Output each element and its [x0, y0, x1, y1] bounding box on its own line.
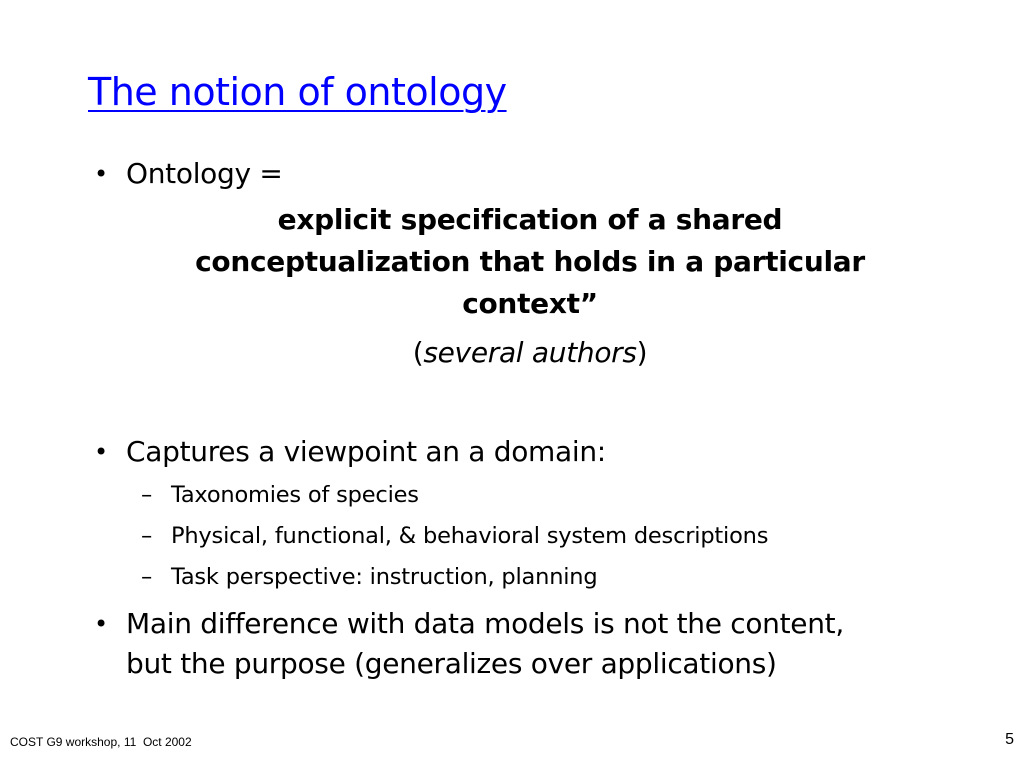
- bullet-text-line-2: but the purpose (generalizes over applications): [126, 647, 777, 680]
- bullet-ontology: [94, 154, 283, 194]
- bullet-text: Captures a viewpoint an a domain:: [126, 435, 606, 468]
- bullet-marker: •: [94, 160, 108, 188]
- subitem-taxonomies: [141, 480, 419, 510]
- definition-line-2: conceptualization that holds in a particular: [195, 245, 865, 278]
- dash-marker: –: [141, 523, 153, 549]
- subitem-system-descriptions: [141, 521, 769, 551]
- dash-marker: –: [141, 482, 153, 508]
- subitem-text: Taxonomies of species: [171, 482, 419, 508]
- definition-line-3: context”: [462, 287, 598, 320]
- bullet-text: Ontology =: [126, 157, 283, 190]
- definition-line-1: explicit specification of a shared: [277, 203, 783, 236]
- page-number: 5: [1005, 731, 1014, 748]
- bullet-text-line-1: Main difference with data models is not the content,: [126, 607, 844, 640]
- footer-text: COST G9 workshop, 11 Oct 2002: [10, 735, 192, 749]
- bullet-marker: •: [94, 438, 108, 466]
- slide-title-link[interactable]: The notion of ontology: [88, 70, 507, 114]
- subitem-text: Task perspective: instruction, planning: [171, 564, 598, 590]
- bullet-viewpoint: [94, 432, 606, 472]
- citation-authors: several authors: [423, 336, 637, 369]
- bullet-main-difference: [94, 604, 844, 684]
- dash-marker: –: [141, 564, 153, 590]
- citation-close-paren: ): [636, 336, 648, 369]
- subitem-task-perspective: [141, 562, 598, 592]
- citation-open-paren: (: [412, 336, 424, 369]
- subitem-text: Physical, functional, & behavioral system descriptions: [171, 523, 769, 549]
- citation: [100, 333, 960, 373]
- bullet-marker: •: [94, 610, 108, 638]
